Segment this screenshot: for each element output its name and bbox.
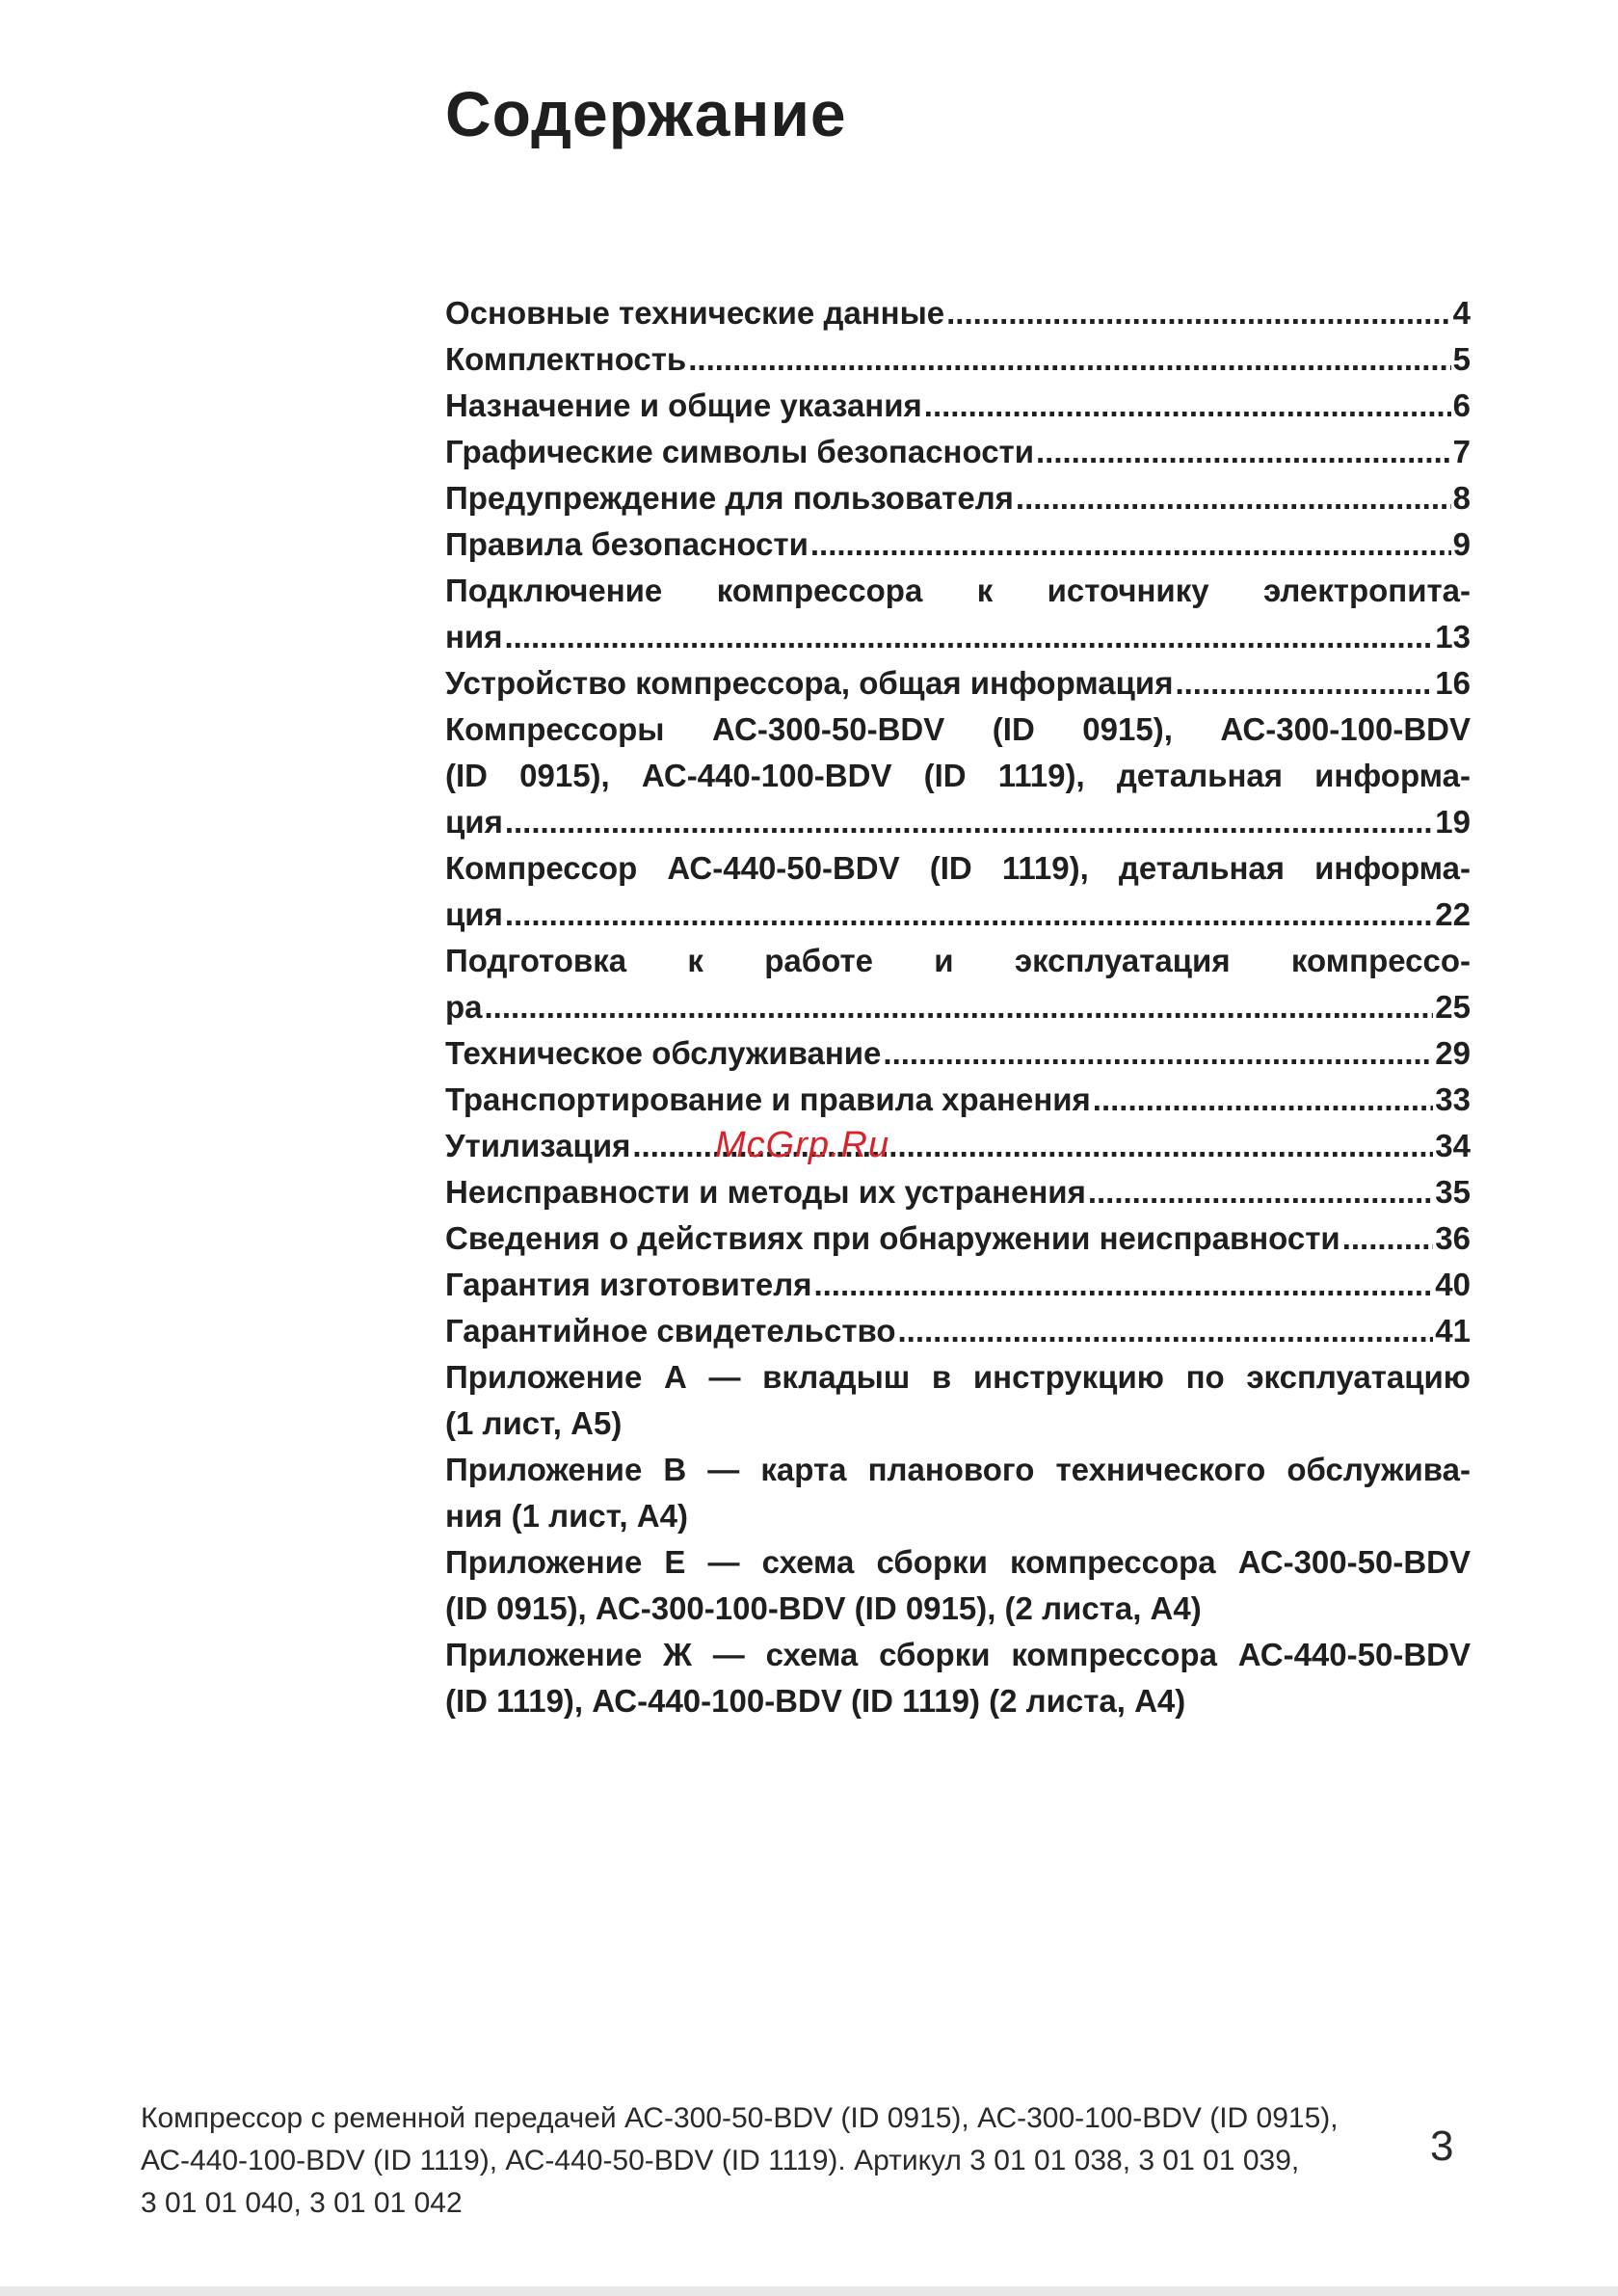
- appendix-line: (ID 1119), АС-440-100-BDV (ID 1119) (2 листа, А4): [445, 1683, 1186, 1719]
- toc-entry-page-number: 25: [1435, 989, 1471, 1025]
- toc-entry-page-number: 4: [1452, 295, 1471, 331]
- toc-entry-label: Техническое обслуживание: [445, 1035, 882, 1071]
- toc-entry-lead-line: Компрессоры АС-300-50-BDV (ID 0915), АС-300-100-BDV: [445, 711, 1471, 747]
- footer-line: Компрессор с ременной передачей АС-300-50-BDV (ID 0915), АС-300-100-BDV (ID 0915),: [141, 2102, 1339, 2134]
- toc-entry-label: Утилизация: [445, 1128, 631, 1163]
- appendix-line: Приложение Е — схема сборки компрессора АС-300-50-BDV: [445, 1544, 1471, 1580]
- toc-entry-page-number: 6: [1452, 387, 1471, 423]
- toc-entry[interactable]: [445, 429, 1471, 475]
- appendix-line: Приложение В — карта планового технического обслужива-: [445, 1452, 1471, 1487]
- dot-leader: [813, 1262, 1433, 1308]
- dot-leader: [810, 521, 1451, 568]
- watermark-text: McGrp.Ru: [715, 1125, 890, 1165]
- toc-entry-label: Транспортирование и правила хранения: [445, 1081, 1091, 1117]
- toc-entry[interactable]: [445, 1215, 1471, 1262]
- toc-entry-page-number: 34: [1435, 1128, 1471, 1163]
- toc-entry-page-number: 8: [1452, 480, 1471, 516]
- toc-entry-page-number: 29: [1435, 1035, 1471, 1071]
- toc-entry-label: Гарантийное свидетельство: [445, 1313, 896, 1348]
- toc-entry[interactable]: [445, 1169, 1471, 1215]
- toc-entry[interactable]: [445, 383, 1471, 429]
- toc-entry[interactable]: [445, 1262, 1471, 1308]
- toc-entry-page-number: 5: [1452, 341, 1471, 377]
- dot-leader: [924, 383, 1451, 429]
- toc-entry-label: Устройство компрессора, общая информация: [445, 665, 1174, 701]
- dot-leader: [883, 1030, 1433, 1077]
- footer-line: АС-440-100-BDV (ID 1119), АС-440-50-BDV (ID 1119). Артикул 3 01 01 038, 3 01 01 039,: [141, 2145, 1300, 2176]
- toc-entry-page-number: 35: [1435, 1174, 1471, 1210]
- appendix-entry[interactable]: [445, 1447, 1471, 1539]
- toc-entry-label: Неисправности и методы их устранения: [445, 1174, 1086, 1210]
- dot-leader: [1342, 1215, 1434, 1262]
- dot-leader: [1093, 1077, 1433, 1123]
- page-title: Содержание: [445, 78, 847, 149]
- toc-entry-label: Гарантия изготовителя: [445, 1267, 812, 1302]
- toc-entry[interactable]: [445, 1077, 1471, 1123]
- toc-entry-label: Основные технические данные: [445, 295, 945, 331]
- toc-entry-label: Графические символы безопасности: [445, 434, 1034, 469]
- appendix-line: Приложение Ж — схема сборки компрессора АС-440-50-BDV: [445, 1637, 1471, 1672]
- toc-entry-label: ния: [445, 619, 503, 654]
- toc-entry-page-number: 41: [1435, 1313, 1471, 1348]
- toc-entry-label: Комплектность: [445, 341, 687, 377]
- toc-entry-page-number: 33: [1435, 1081, 1471, 1117]
- toc-entry-page-number: 36: [1435, 1220, 1471, 1256]
- toc-entry[interactable]: [445, 521, 1471, 568]
- toc-entry[interactable]: [445, 660, 1471, 707]
- table-of-contents: [445, 290, 1471, 1724]
- toc-entry[interactable]: [445, 475, 1471, 521]
- toc-entry-lead-line: Компрессор АС-440-50-BDV (ID 1119), детальная информа-: [445, 850, 1471, 886]
- page-number: 3: [1430, 2122, 1454, 2170]
- toc-entry-lead-line: Подготовка к работе и эксплуатация компрессо-: [445, 943, 1471, 978]
- dot-leader: [1175, 660, 1433, 707]
- toc-entry[interactable]: [445, 336, 1471, 383]
- toc-entry-label: Назначение и общие указания: [445, 387, 922, 423]
- toc-entry-label: ция: [445, 896, 503, 932]
- dot-leader: [504, 614, 1433, 660]
- toc-entry-label: Правила безопасности: [445, 526, 809, 562]
- toc-entry[interactable]: [445, 938, 1471, 1030]
- footer: [141, 2097, 1393, 2225]
- toc-entry[interactable]: [445, 845, 1471, 938]
- dot-leader: [688, 336, 1450, 383]
- toc-entry-page-number: 13: [1435, 619, 1471, 654]
- dot-leader: [1016, 475, 1451, 521]
- dot-leader: [898, 1308, 1434, 1354]
- appendix-entry[interactable]: [445, 1539, 1471, 1632]
- toc-entry-page-number: 22: [1435, 896, 1471, 932]
- toc-entry-page-number: 7: [1452, 434, 1471, 469]
- toc-entry[interactable]: [445, 290, 1471, 336]
- toc-entry-page-number: 19: [1435, 804, 1471, 840]
- appendix-line: Приложение А — вкладыш в инструкцию по эксплуатацию: [445, 1359, 1471, 1395]
- dot-leader: [1088, 1169, 1433, 1215]
- toc-entry-label: Сведения о действиях при обнаружении неисправности: [445, 1220, 1340, 1256]
- dot-leader: [1036, 429, 1451, 475]
- appendix-line: ния (1 лист, А4): [445, 1498, 688, 1534]
- toc-entry-label: ция: [445, 804, 503, 840]
- dot-leader: [505, 892, 1433, 938]
- dot-leader: [946, 290, 1451, 336]
- footer-line: 3 01 01 040, 3 01 01 042: [141, 2187, 463, 2219]
- appendix-entry[interactable]: [445, 1632, 1471, 1724]
- toc-entry[interactable]: [445, 1308, 1471, 1354]
- appendix-line: (1 лист, А5): [445, 1405, 623, 1441]
- toc-entry[interactable]: [445, 1030, 1471, 1077]
- toc-entry[interactable]: [445, 568, 1471, 660]
- toc-entry-lead-line: Подключение компрессора к источнику электропита-: [445, 573, 1471, 608]
- toc-entry-page-number: 40: [1435, 1267, 1471, 1302]
- toc-entry-lead-line: (ID 0915), АС-440-100-BDV (ID 1119), детальная информа-: [445, 758, 1471, 793]
- toc-entry-page-number: 9: [1452, 526, 1471, 562]
- appendix-line: (ID 0915), АС-300-100-BDV (ID 0915), (2 листа, А4): [445, 1590, 1202, 1626]
- bottom-divider: [0, 2286, 1618, 2296]
- toc-entries: [445, 290, 1471, 1354]
- toc-appendices: [445, 1354, 1471, 1724]
- toc-entry[interactable]: [445, 1123, 1471, 1169]
- dot-leader: [505, 799, 1433, 845]
- appendix-entry[interactable]: [445, 1354, 1471, 1447]
- toc-entry-label: ра: [445, 989, 483, 1025]
- toc-entry[interactable]: [445, 707, 1471, 845]
- dot-leader: [485, 984, 1434, 1030]
- toc-entry-page-number: 16: [1435, 665, 1471, 701]
- toc-entry-label: Предупреждение для пользователя: [445, 480, 1014, 516]
